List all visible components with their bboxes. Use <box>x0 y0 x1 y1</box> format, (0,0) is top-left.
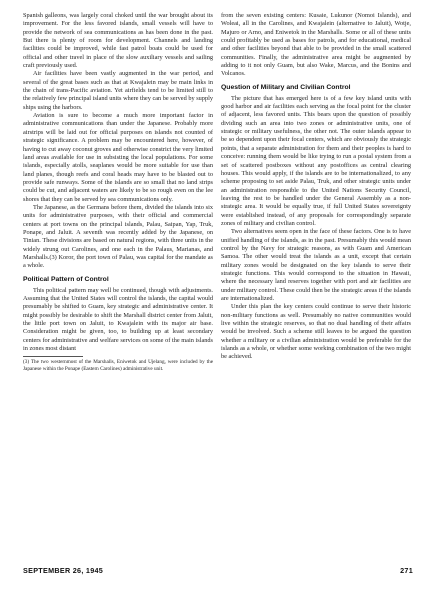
right-column <box>221 12 411 362</box>
page-footer <box>23 566 413 576</box>
body-paragraph: Aviation is sure to become a much more important factor in administrative communications than under the Japanese. Probably more airstrips will be laid out for official purposes on islands not counted of strategic significance. A problem may be encountered here, however, of having to cut away coconut groves and otherwise constrict the very limited land areas available for use in subsisting the local populations. For some islands, especially atolls, seaplanes would be more suitable for use than land planes, though reefs and coral heads may have to be blasted out to provide safe runways. Some of the islands are so small that no land strips could be cut, and adjacent waters are likely to be so rough even on the lee shores that they can be served by sea communications only. <box>23 112 213 203</box>
footnote: (3) The two westernmost of the Marshalls, Eniwetok and Ujelang, were included by the Japanese within the Ponape (Eastern Carolines) administrative unit. <box>23 359 213 372</box>
page-number: 271 <box>400 566 413 575</box>
section-heading-political-pattern: Political Pattern of Control <box>23 275 109 283</box>
body-paragraph: Two alternatives seem open in the face of these factors. One is to have unified handling of the islands, as in the past. Presumably this would mean control by the Navy for strategic reasons, as with Guam and American Samoa. The other would treat the islands as a unit, except that certain military zones would be designated on the key islands to serve their strategic functions. This would correspond to the situation in Hawaii, where the necessary land reserves together with port and air facilities are under military control. These could then be the strategic areas if the islands are internationalized. <box>221 228 411 302</box>
body-paragraph: The picture that has emerged here is of a few key island units with good harbor and air facilities each serving as the focal point for the cluster of adjacent, less favored units. This bears upon the question of possibly dividing such an area into two zones or administrative units, one of strategic or military usefulness, the other not. The outer islands appear to be so dependent upon their focal centers, which are obviously the strategic points, that a separate administration for them and their peoples is hard to conceive: running them would be like trying to run a postal system from a set of scattered postboxes without any postoffices as central clearing houses. This would apply, if the islands are to be internationalized, to any scheme proposing to set aside Palau, Truk, and other strategic units under an administration responsible to the United Nations Security Council, leaving the rest to be handled under the General Assembly as a non-strategic area. It would be equally true, if full United States sovereignty were established instead, of any proposals for correspondingly separate zones of military and civilian control. <box>221 94 411 227</box>
body-paragraph: Spanish galleons, was largely coral choked until the war brought about its improvement. For the less favored islands, small vessels will have to provide the network of sea communications as has been done in the past. But there is plenty of room for development. Channels and landing facilities could be improved, while fast patrol boats could be used for official and other travel in place of the slow auxiliary vessels and sailing craft previously used. <box>23 12 213 70</box>
body-paragraph: The Japanese, as the Germans before them, divided the islands into six units for administrative purposes, with their official and commercial centers at port towns on the principal islands, Palau, Saipan, Yap, Truk, Ponape, and Jaluit. A seventh was recently added by the Japanese, on Tinian. These divisions are based on natural regions, with three units in the widely strung out Carolines, and one each in the Palaus, Marianas, and Marshalls.(3) Koror, the port town of Palau, was capital for the mandate as a whole. <box>23 203 213 270</box>
body-paragraph: This political pattern may well be continued, though with adjustments. Assuming that the United States will control the islands, the capital would presumably be shifted to Guam, key strategic and administrative center. It might possibly be desirable to shift the Marshall district center from Jaluit, the little port town on Jaluit, to Kwajalein with its major air base. Consideration might be given, too, to building up at least secondary centers for administrative and welfare services on some of the main islands in zones most distant <box>23 286 213 353</box>
footnote-divider <box>23 356 83 357</box>
body-paragraph: Air facilities have been vastly augmented in the war period, and several of the great bases such as that at Kwajalein may be main links in the chain of trans-Pacific aviation. Yet airfields tend to be limited still to the relatively few principal island units where they can be served by supply ships using the harbors. <box>23 70 213 111</box>
issue-date: SEPTEMBER 26, 1945 <box>23 566 104 575</box>
body-paragraph: Under this plan the key centers could continue to serve their historic non-military functions as well. Presumably no native communities would live within the strategic reserves, so that no dual handling of their affairs would be involved. Such a scheme still leaves to be argued the question whether a military or a civilian administration would be preferable for the islands as a whole, or whether some working combination of the two might be achieved. <box>221 303 411 361</box>
left-column <box>23 12 213 372</box>
body-paragraph: from the seven existing centers: Kusaie, Lukunor (Nomoi Islands), and Woleai, all in the Carolines, and Kwajalein (alternative to Jaluit), Wotje, Majuro or Arno, and Eniwetok in the Marshalls. Some or all of these units could profitably be used as bases for patrols, and for educational, medical and other facilities beyond that able to be provided in the small scattered communities. Finally, the administrative area might be augmented by adding to it not only Guam, but also Wake, Marcus, and the Bonins and Volcanos. <box>221 12 411 78</box>
section-heading-military-civilian: Question of Military and Civilian Control <box>221 83 351 91</box>
